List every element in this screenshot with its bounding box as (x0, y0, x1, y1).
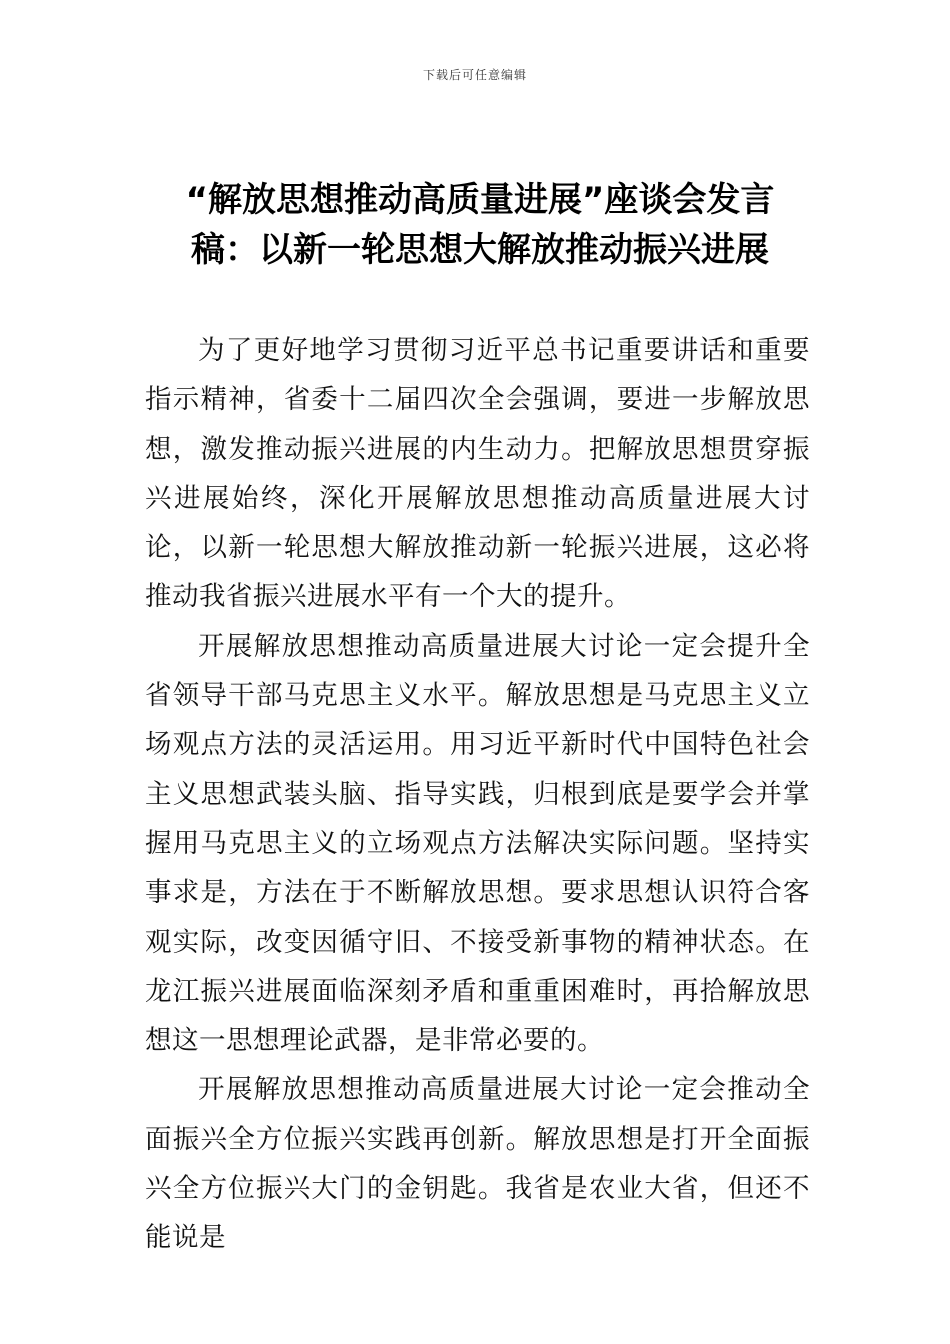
header-note: 下载后可任意编辑 (422, 68, 527, 82)
document-body (145, 326, 810, 1263)
paragraph-3: 开展解放思想推动高质量进展大讨论一定会推动全面振兴全方位振兴实践再创新。解放思想是打开全面振兴全方位振兴大门的金钥匙。我省是农业大省，但还不能说是 (145, 1074, 810, 1254)
title-line-1: “解放思想推动高质量进展”座谈会发言 (185, 180, 775, 220)
paragraph-1: 为了更好地学习贯彻习近平总书记重要讲话和重要指示精神，省委十二届四次全会强调，要进一步解放思想，激发推动振兴进展的内生动力。把解放思想贯穿振兴进展始终，深化开展解放思想推动高质量进展大讨论，以新一轮思想大解放推动新一轮振兴进展，这必将推动我省振兴进展水平有一个大的提升。 (145, 335, 810, 613)
paragraph-2: 开展解放思想推动高质量进展大讨论一定会提升全省领导干部马克思主义水平。解放思想是马克思主义立场观点方法的灵活运用。用习近平新时代中国特色社会主义思想武装头脑、指导实践，归根到底是要学会并掌握用马克思主义的立场观点方法解决实际问题。坚持实事求是，方法在于不断解放思想。要求思想认识符合客观实际，改变因循守旧、不接受新事物的精神状态。在龙江振兴进展面临深刻矛盾和重重困难时，再拾解放思想这一思想理论武器，是非常必要的。 (145, 630, 810, 1057)
title-line-2: 稿：以新一轮思想大解放推动振兴进展 (191, 230, 769, 270)
document-title (150, 175, 810, 275)
